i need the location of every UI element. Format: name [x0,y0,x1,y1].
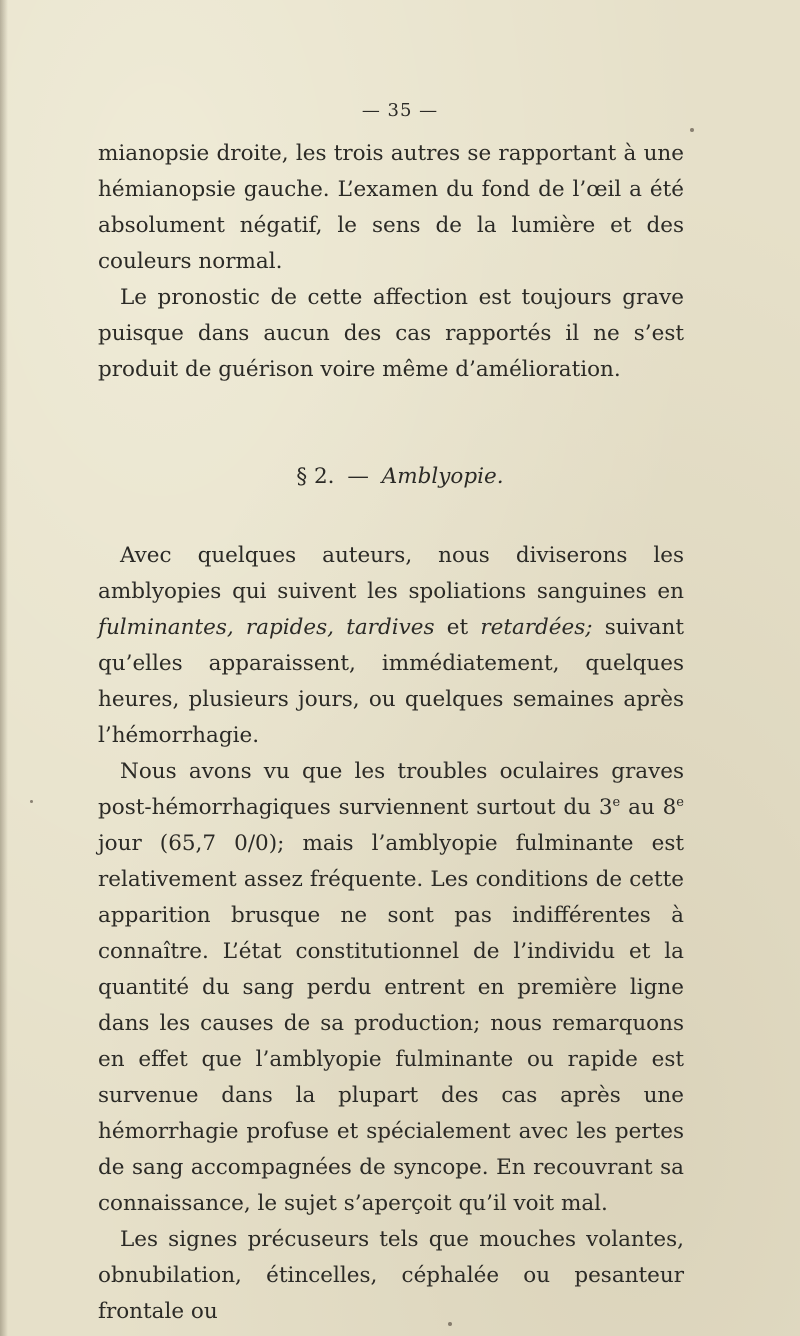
section-title: Amblyopie. [381,464,504,489]
paper-speck [690,128,694,132]
paragraph-classification [98,538,684,754]
body-text-block [98,538,684,1330]
p4-sup2: e [676,794,684,810]
section-dash: — [347,464,369,489]
p3-term-retardees: retardées; [480,615,593,640]
paragraph-troubles-oculaires [98,754,684,1222]
paper-speck [30,800,33,803]
top-text-block [98,136,684,388]
paragraph-signes-precurseurs: Les signes précuseurs tels que mouches volantes, obnubilation, étincelles, céphalée ou pesanteur frontale ou [98,1227,684,1324]
p4-sup1: e [612,794,621,810]
paper-speck [448,1322,452,1326]
page-number: — 35 — [361,100,439,121]
section-number: § 2. [296,464,335,489]
p3-term-fulminantes: fulminantes, rapides, tardives [98,615,435,640]
p3-after: suivant qu’elles apparaissent, immédiatement, quelques heures, plusieurs jours, ou quelques semaines après l’hémorrhagie. [98,615,684,748]
p4-part2: au 8 [620,795,677,820]
section-heading [0,464,800,489]
p4-part3: jour (65,7 0/0); mais l’amblyopie fulminante est relativement assez fréquente. Les conditions de cette apparition brusque ne sont pas indifférentes à connaître. L’état constitutionnel de l’individu et la quantité du sang perdu entrent en première ligne dans les causes de sa production; nous remarquons en effet que l’amblyopie fulminante ou rapide est survenue dans la plupart des cas après une hémorrhagie profuse et spécialement avec les pertes de sang accompagnées de syncope. En recouvrant sa connaissance, le sujet s’aperçoit qu’il voit mal. [98,831,684,1216]
p4-part1: Nous avons vu que les troubles oculaires graves post-hémorrhagiques surviennent surtout du 3 [98,759,684,820]
paragraph-hemianopsie: mianopsie droite, les trois autres se rapportant à une hémianopsie gauche. L’examen du fond de l’œil a été absolument négatif, le sens de la lumière et des couleurs normal. [98,141,684,274]
p3-middle: et [434,615,481,640]
paragraph-pronostic: Le pronostic de cette affection est toujours grave puisque dans aucun des cas rapportés il ne s’est produit de guérison voire même d’amélioration. [98,285,684,382]
page-binding-shadow [0,0,8,1336]
p3-before: Avec quelques auteurs, nous diviserons les amblyopies qui suivent les spoliations sanguines en [98,543,684,604]
